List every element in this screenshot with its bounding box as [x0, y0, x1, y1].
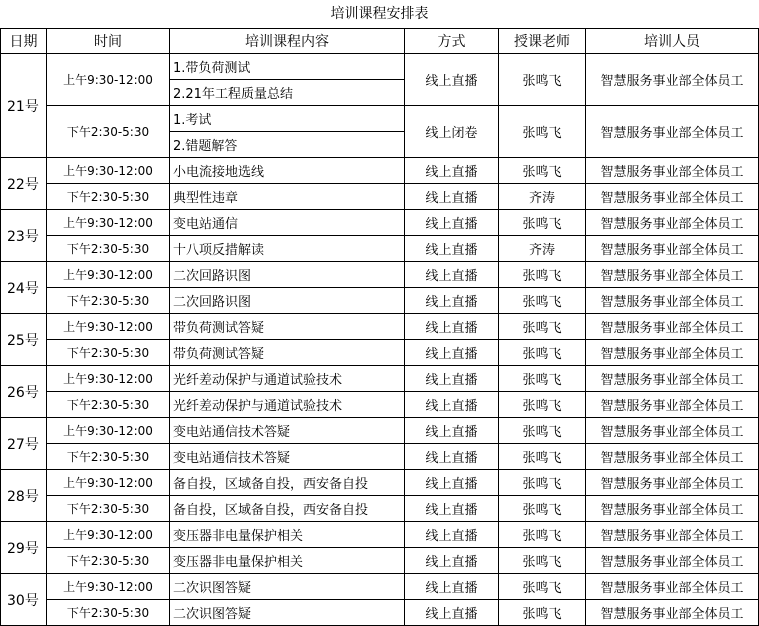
- mode-cell: 线上直播: [405, 418, 499, 444]
- trainees-cell: 智慧服务事业部全体员工: [586, 262, 759, 288]
- course-cell: 2.错题解答: [170, 132, 405, 158]
- course-cell: 变压器非电量保护相关: [170, 522, 405, 548]
- course-cell: 二次识图答疑: [170, 574, 405, 600]
- table-row: [1, 158, 759, 184]
- trainees-cell: 智慧服务事业部全体员工: [586, 392, 759, 418]
- course-cell: 二次识图答疑: [170, 600, 405, 626]
- mode-cell: 线上闭卷: [405, 106, 499, 158]
- date-cell: 21号: [1, 54, 47, 158]
- time-cell: 上午9:30-12:00: [47, 54, 170, 106]
- trainees-cell: 智慧服务事业部全体员工: [586, 574, 759, 600]
- course-cell: 变电站通信技术答疑: [170, 444, 405, 470]
- table-row: [1, 366, 759, 392]
- course-cell: 十八项反措解读: [170, 236, 405, 262]
- mode-cell: 线上直播: [405, 366, 499, 392]
- date-cell: 30号: [1, 574, 47, 626]
- time-cell: 下午2:30-5:30: [47, 600, 170, 626]
- mode-cell: 线上直播: [405, 54, 499, 106]
- course-cell: 光纤差动保护与通道试验技术: [170, 366, 405, 392]
- date-cell: 27号: [1, 418, 47, 470]
- date-cell: 29号: [1, 522, 47, 574]
- mode-cell: 线上直播: [405, 340, 499, 366]
- trainees-cell: 智慧服务事业部全体员工: [586, 314, 759, 340]
- mode-cell: 线上直播: [405, 184, 499, 210]
- time-cell: 下午2:30-5:30: [47, 496, 170, 522]
- table-row: [1, 106, 759, 132]
- time-cell: 上午9:30-12:00: [47, 210, 170, 236]
- mode-cell: 线上直播: [405, 288, 499, 314]
- table-row: [1, 236, 759, 262]
- trainees-cell: 智慧服务事业部全体员工: [586, 54, 759, 106]
- header-row: [1, 29, 759, 54]
- teacher-cell: 张鸣飞: [499, 522, 586, 548]
- trainees-cell: 智慧服务事业部全体员工: [586, 184, 759, 210]
- mode-cell: 线上直播: [405, 444, 499, 470]
- trainees-cell: 智慧服务事业部全体员工: [586, 340, 759, 366]
- teacher-cell: 张鸣飞: [499, 418, 586, 444]
- teacher-cell: 张鸣飞: [499, 54, 586, 106]
- table-row: [1, 418, 759, 444]
- teacher-cell: 张鸣飞: [499, 210, 586, 236]
- teacher-cell: 张鸣飞: [499, 106, 586, 158]
- teacher-cell: 张鸣飞: [499, 496, 586, 522]
- trainees-cell: 智慧服务事业部全体员工: [586, 158, 759, 184]
- teacher-cell: 张鸣飞: [499, 548, 586, 574]
- header-date: 日期: [1, 29, 47, 54]
- mode-cell: 线上直播: [405, 496, 499, 522]
- teacher-cell: 齐涛: [499, 184, 586, 210]
- date-cell: 26号: [1, 366, 47, 418]
- course-cell: 二次回路识图: [170, 288, 405, 314]
- table-row: [1, 548, 759, 574]
- header-mode: 方式: [405, 29, 499, 54]
- table-row: [1, 600, 759, 626]
- table-row: [1, 574, 759, 600]
- mode-cell: 线上直播: [405, 522, 499, 548]
- teacher-cell: 张鸣飞: [499, 262, 586, 288]
- course-cell: 小电流接地选线: [170, 158, 405, 184]
- trainees-cell: 智慧服务事业部全体员工: [586, 444, 759, 470]
- teacher-cell: 张鸣飞: [499, 288, 586, 314]
- date-cell: 23号: [1, 210, 47, 262]
- course-cell: 1.考试: [170, 106, 405, 132]
- mode-cell: 线上直播: [405, 314, 499, 340]
- trainees-cell: 智慧服务事业部全体员工: [586, 522, 759, 548]
- time-cell: 上午9:30-12:00: [47, 314, 170, 340]
- mode-cell: 线上直播: [405, 470, 499, 496]
- teacher-cell: 张鸣飞: [499, 444, 586, 470]
- course-cell: 带负荷测试答疑: [170, 340, 405, 366]
- header-teacher: 授课老师: [499, 29, 586, 54]
- trainees-cell: 智慧服务事业部全体员工: [586, 600, 759, 626]
- mode-cell: 线上直播: [405, 158, 499, 184]
- time-cell: 下午2:30-5:30: [47, 340, 170, 366]
- teacher-cell: 张鸣飞: [499, 366, 586, 392]
- mode-cell: 线上直播: [405, 262, 499, 288]
- header-course: 培训课程内容: [170, 29, 405, 54]
- time-cell: 下午2:30-5:30: [47, 236, 170, 262]
- course-cell: 变电站通信技术答疑: [170, 418, 405, 444]
- time-cell: 下午2:30-5:30: [47, 444, 170, 470]
- course-cell: 备自投，区域备自投，西安备自投: [170, 470, 405, 496]
- time-cell: 下午2:30-5:30: [47, 288, 170, 314]
- time-cell: 上午9:30-12:00: [47, 418, 170, 444]
- table-row: [1, 522, 759, 548]
- mode-cell: 线上直播: [405, 548, 499, 574]
- course-cell: 备自投，区域备自投，西安备自投: [170, 496, 405, 522]
- mode-cell: 线上直播: [405, 210, 499, 236]
- teacher-cell: 张鸣飞: [499, 340, 586, 366]
- course-cell: 二次回路识图: [170, 262, 405, 288]
- trainees-cell: 智慧服务事业部全体员工: [586, 366, 759, 392]
- teacher-cell: 张鸣飞: [499, 470, 586, 496]
- time-cell: 上午9:30-12:00: [47, 366, 170, 392]
- trainees-cell: 智慧服务事业部全体员工: [586, 106, 759, 158]
- teacher-cell: 张鸣飞: [499, 574, 586, 600]
- table-row: [1, 288, 759, 314]
- table-row: [1, 470, 759, 496]
- table-row: [1, 444, 759, 470]
- time-cell: 下午2:30-5:30: [47, 106, 170, 158]
- date-cell: 28号: [1, 470, 47, 522]
- time-cell: 下午2:30-5:30: [47, 548, 170, 574]
- teacher-cell: 张鸣飞: [499, 314, 586, 340]
- time-cell: 上午9:30-12:00: [47, 470, 170, 496]
- time-cell: 上午9:30-12:00: [47, 158, 170, 184]
- course-cell: 2.21年工程质量总结: [170, 80, 405, 106]
- course-cell: 变电站通信: [170, 210, 405, 236]
- table-row: [1, 54, 759, 80]
- course-cell: 带负荷测试答疑: [170, 314, 405, 340]
- table-row: [1, 210, 759, 236]
- table-row: [1, 314, 759, 340]
- course-cell: 1.带负荷测试: [170, 54, 405, 80]
- mode-cell: 线上直播: [405, 236, 499, 262]
- table-row: [1, 340, 759, 366]
- time-cell: 下午2:30-5:30: [47, 392, 170, 418]
- trainees-cell: 智慧服务事业部全体员工: [586, 548, 759, 574]
- mode-cell: 线上直播: [405, 600, 499, 626]
- teacher-cell: 张鸣飞: [499, 392, 586, 418]
- table-row: [1, 262, 759, 288]
- trainees-cell: 智慧服务事业部全体员工: [586, 470, 759, 496]
- date-cell: 24号: [1, 262, 47, 314]
- trainees-cell: 智慧服务事业部全体员工: [586, 496, 759, 522]
- time-cell: 上午9:30-12:00: [47, 522, 170, 548]
- table-row: [1, 392, 759, 418]
- date-cell: 25号: [1, 314, 47, 366]
- mode-cell: 线上直播: [405, 574, 499, 600]
- teacher-cell: 张鸣飞: [499, 158, 586, 184]
- trainees-cell: 智慧服务事业部全体员工: [586, 210, 759, 236]
- header-time: 时间: [47, 29, 170, 54]
- mode-cell: 线上直播: [405, 392, 499, 418]
- schedule-body: [1, 54, 759, 626]
- course-cell: 光纤差动保护与通道试验技术: [170, 392, 405, 418]
- trainees-cell: 智慧服务事业部全体员工: [586, 236, 759, 262]
- time-cell: 下午2:30-5:30: [47, 184, 170, 210]
- teacher-cell: 张鸣飞: [499, 600, 586, 626]
- teacher-cell: 齐涛: [499, 236, 586, 262]
- sheet-title: 培训课程安排表: [330, 6, 429, 22]
- header-trainees: 培训人员: [586, 29, 759, 54]
- time-cell: 上午9:30-12:00: [47, 574, 170, 600]
- date-cell: 22号: [1, 158, 47, 210]
- schedule-table: [0, 28, 759, 626]
- trainees-cell: 智慧服务事业部全体员工: [586, 288, 759, 314]
- trainees-cell: 智慧服务事业部全体员工: [586, 418, 759, 444]
- time-cell: 上午9:30-12:00: [47, 262, 170, 288]
- table-row: [1, 496, 759, 522]
- course-cell: 变压器非电量保护相关: [170, 548, 405, 574]
- table-row: [1, 184, 759, 210]
- course-cell: 典型性违章: [170, 184, 405, 210]
